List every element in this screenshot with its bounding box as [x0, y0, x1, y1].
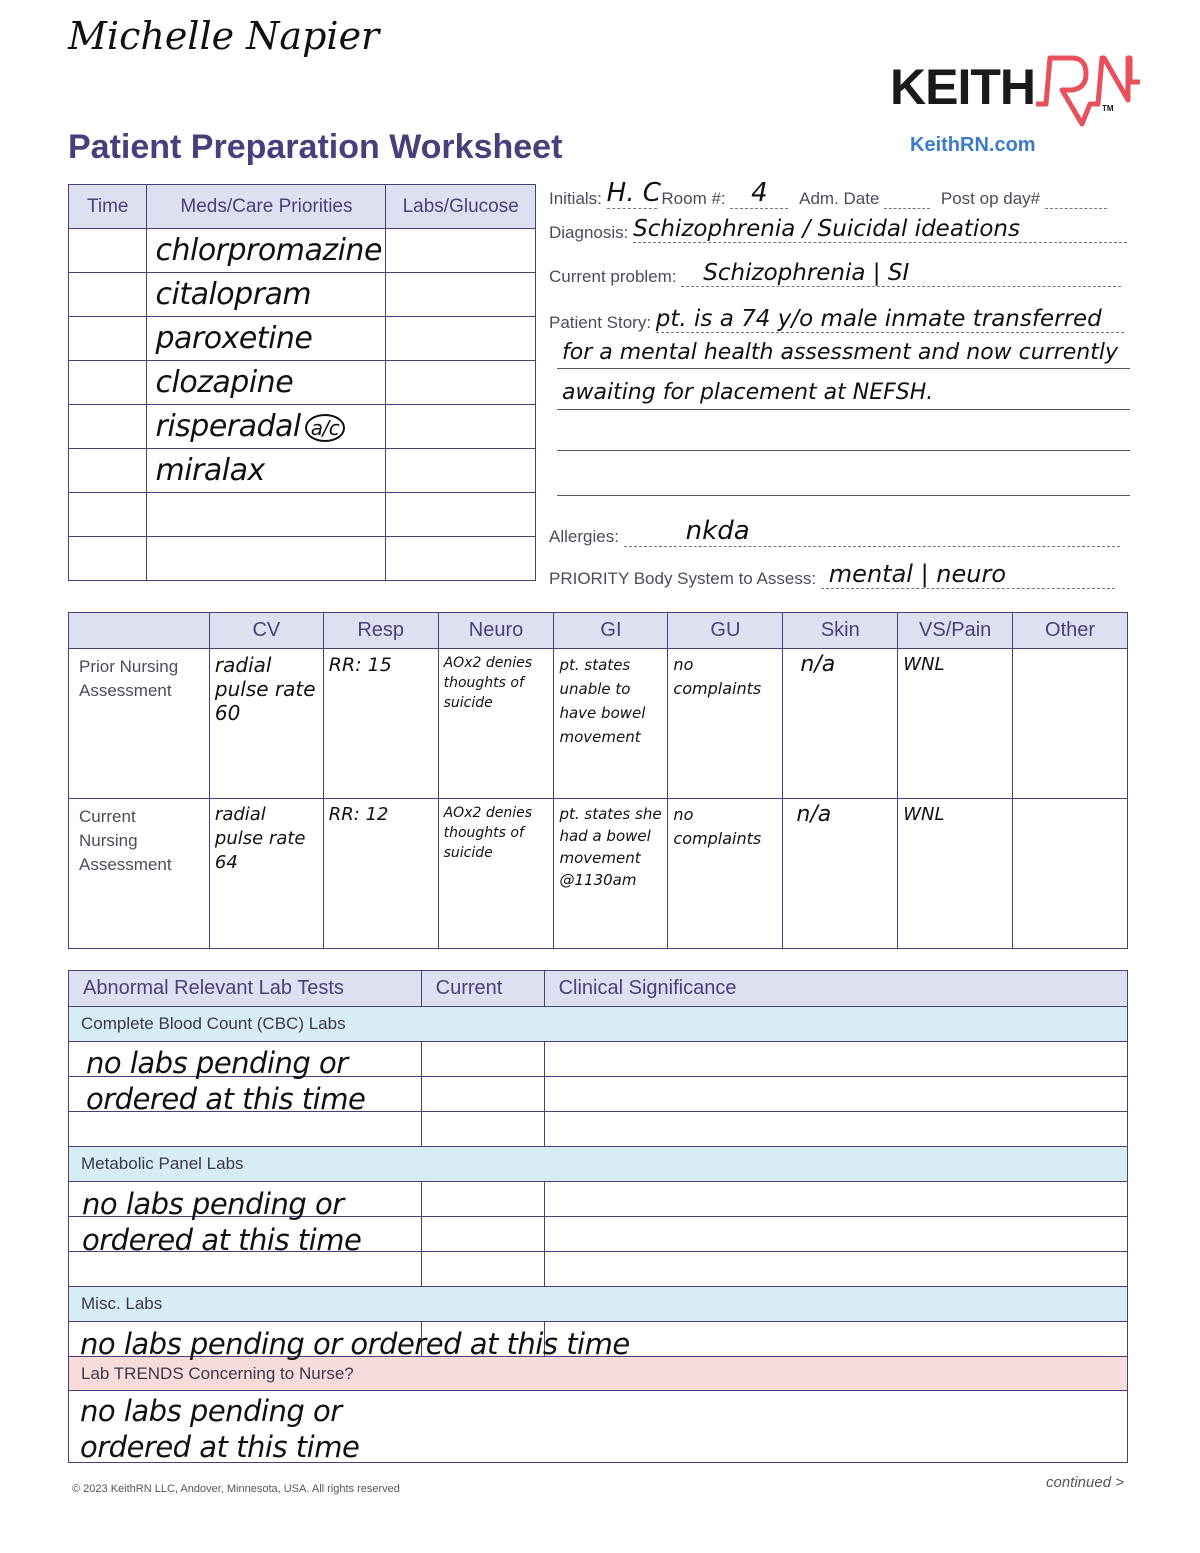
current-problem-field[interactable]: Schizophrenia | SI — [681, 260, 1121, 287]
labs-cell[interactable] — [386, 317, 536, 361]
initials-label: Initials: — [549, 189, 602, 208]
metabolic-section-label: Metabolic Panel Labs — [69, 1147, 1128, 1182]
priority-field[interactable]: mental | neuro — [821, 560, 1115, 589]
gi-header: GI — [554, 613, 668, 649]
story-rule — [557, 409, 1130, 410]
adm-date-label: Adm. Date — [799, 189, 880, 208]
time-cell[interactable] — [69, 537, 147, 581]
row-label: Prior Nursing Assessment — [69, 649, 210, 799]
time-cell[interactable] — [69, 361, 147, 405]
med-cell[interactable]: citalopram — [147, 273, 386, 317]
med-cell[interactable]: miralax — [147, 449, 386, 493]
other-cell[interactable] — [1013, 649, 1128, 799]
patient-story-line-3[interactable]: awaiting for placement at NEFSH. — [562, 380, 934, 405]
allergies-field[interactable]: nkda — [624, 516, 1120, 547]
neuro-header: Neuro — [438, 613, 554, 649]
page-title: Patient Preparation Worksheet — [68, 128, 563, 166]
room-label: Room #: — [661, 189, 726, 208]
lab-significance-cell[interactable] — [544, 1042, 1127, 1077]
lab-current-cell[interactable] — [421, 1252, 544, 1287]
logo-word: KEITH — [890, 59, 1035, 115]
clinical-significance-header: Clinical Significance — [544, 971, 1127, 1007]
adm-date-field[interactable] — [884, 189, 930, 209]
patient-story-row — [549, 306, 1124, 333]
keithrn-logo — [890, 52, 1150, 162]
story-rule — [557, 368, 1130, 369]
labs-cell[interactable] — [386, 361, 536, 405]
misc-note: no labs pending or ordered at this time — [80, 1327, 630, 1361]
med-cell[interactable]: chlorpromazine — [147, 229, 386, 273]
student-name: Michelle Napier — [68, 14, 380, 58]
story-rule — [557, 450, 1130, 451]
med-cell[interactable] — [147, 537, 386, 581]
lab-significance-cell[interactable] — [544, 1182, 1127, 1217]
med-cell[interactable]: clozapine — [147, 361, 386, 405]
assessment-corner-header — [69, 613, 210, 649]
med-cell[interactable]: paroxetine — [147, 317, 386, 361]
resp-cell[interactable]: RR: 15 — [323, 649, 438, 799]
diagnosis-field[interactable]: Schizophrenia / Suicidal ideations — [633, 216, 1127, 243]
patient-story-line-2[interactable]: for a mental health assessment and now currently — [562, 340, 1119, 365]
lab-test-cell[interactable] — [69, 1112, 422, 1147]
priority-label: PRIORITY Body System to Assess: — [549, 569, 817, 588]
initials-field[interactable]: H. C — [606, 178, 661, 208]
time-cell[interactable] — [69, 273, 147, 317]
vs-pain-cell[interactable]: WNL — [898, 649, 1013, 799]
vs-pain-header: VS/Pain — [898, 613, 1013, 649]
metabolic-note-line-1: no labs pending or — [82, 1187, 344, 1221]
trademark: TM — [1102, 104, 1114, 113]
trends-section-label: Lab TRENDS Concerning to Nurse? — [69, 1357, 1128, 1391]
vs-pain-cell[interactable]: WNL — [898, 799, 1013, 949]
gi-cell[interactable]: pt. states unable to have bowel movement — [554, 649, 668, 799]
lab-significance-cell[interactable] — [544, 1112, 1127, 1147]
med-cell[interactable] — [147, 405, 386, 449]
postop-field[interactable] — [1045, 189, 1107, 209]
med-name: risperadal — [155, 409, 301, 444]
misc-section-label: Misc. Labs — [69, 1287, 1128, 1322]
time-cell[interactable] — [69, 229, 147, 273]
copyright-footer: © 2023 KeithRN LLC, Andover, Minnesota, USA. All rights reserved — [72, 1483, 400, 1495]
lab-significance-cell[interactable] — [544, 1252, 1127, 1287]
lab-current-cell[interactable] — [421, 1112, 544, 1147]
patient-story-label: Patient Story: — [549, 313, 652, 332]
med-note-circled: a/c — [305, 414, 346, 442]
skin-cell[interactable]: n/a — [783, 799, 898, 949]
row-label: Current Nursing Assessment — [69, 799, 210, 949]
labs-cell[interactable] — [386, 229, 536, 273]
story-rule — [557, 495, 1130, 496]
resp-header: Resp — [323, 613, 438, 649]
cv-cell[interactable]: radial pulse rate 64 — [209, 799, 323, 949]
gu-cell[interactable]: no complaints — [668, 799, 783, 949]
med-cell[interactable] — [147, 493, 386, 537]
gu-header: GU — [668, 613, 783, 649]
priority-row — [549, 560, 1115, 589]
allergies-row — [549, 516, 1120, 547]
room-field[interactable]: 4 — [730, 178, 788, 209]
labs-glucose-header: Labs/Glucose — [386, 185, 536, 229]
current-problem-label: Current problem: — [549, 267, 677, 286]
lab-significance-cell[interactable] — [544, 1077, 1127, 1112]
lab-current-cell[interactable] — [421, 1042, 544, 1077]
trends-note-line-1: no labs pending or — [80, 1394, 342, 1428]
skin-cell[interactable]: n/a — [783, 649, 898, 799]
diagnosis-row — [549, 216, 1127, 243]
lab-significance-cell[interactable] — [544, 1322, 1127, 1357]
resp-cell[interactable]: RR: 12 — [323, 799, 438, 949]
meds-header: Meds/Care Priorities — [147, 185, 386, 229]
labs-cell[interactable] — [386, 493, 536, 537]
skin-header: Skin — [783, 613, 898, 649]
labs-cell[interactable] — [386, 537, 536, 581]
initials-row — [549, 178, 1107, 209]
labs-cell[interactable] — [386, 273, 536, 317]
gu-cell[interactable]: no complaints — [668, 649, 783, 799]
metabolic-note-line-2: ordered at this time — [82, 1223, 362, 1257]
cbc-note-line-2: ordered at this time — [86, 1082, 366, 1116]
assessment-table — [68, 612, 1128, 949]
cbc-section-label: Complete Blood Count (CBC) Labs — [69, 1007, 1128, 1042]
other-cell[interactable] — [1013, 799, 1128, 949]
diagnosis-label: Diagnosis: — [549, 223, 629, 242]
time-cell[interactable] — [69, 493, 147, 537]
current-assessment-row — [69, 799, 1128, 949]
time-cell[interactable] — [69, 449, 147, 493]
cv-header: CV — [209, 613, 323, 649]
lab-current-cell[interactable] — [421, 1182, 544, 1217]
lab-current-cell[interactable] — [421, 1077, 544, 1112]
time-cell[interactable] — [69, 405, 147, 449]
cbc-note-line-1: no labs pending or — [86, 1046, 348, 1080]
prior-assessment-row — [69, 649, 1128, 799]
labs-cell[interactable] — [386, 449, 536, 493]
labs-cell[interactable] — [386, 405, 536, 449]
logo-url[interactable]: KeithRN.com — [910, 134, 1036, 156]
neuro-cell[interactable]: AOx2 denies thoughts of suicide — [438, 799, 554, 949]
rn-logo-mark-icon — [1032, 52, 1142, 132]
allergies-label: Allergies: — [549, 527, 619, 546]
current-header: Current — [421, 971, 544, 1007]
gi-cell[interactable]: pt. states she had a bowel movement @1130am — [554, 799, 668, 949]
trends-note-line-2: ordered at this time — [80, 1430, 360, 1464]
cv-cell[interactable]: radial pulse rate 60 — [209, 649, 323, 799]
lab-significance-cell[interactable] — [544, 1217, 1127, 1252]
time-header: Time — [69, 185, 147, 229]
abnormal-labs-header: Abnormal Relevant Lab Tests — [69, 971, 422, 1007]
postop-label: Post op day# — [940, 189, 1041, 208]
neuro-cell[interactable]: AOx2 denies thoughts of suicide — [438, 649, 554, 799]
time-cell[interactable] — [69, 317, 147, 361]
lab-current-cell[interactable] — [421, 1217, 544, 1252]
current-problem-row — [549, 260, 1121, 287]
other-header: Other — [1013, 613, 1128, 649]
continued-link[interactable]: continued > — [1046, 1474, 1124, 1491]
meds-table — [68, 184, 536, 581]
patient-story-line-1[interactable]: pt. is a 74 y/o male inmate transferred — [656, 306, 1124, 333]
